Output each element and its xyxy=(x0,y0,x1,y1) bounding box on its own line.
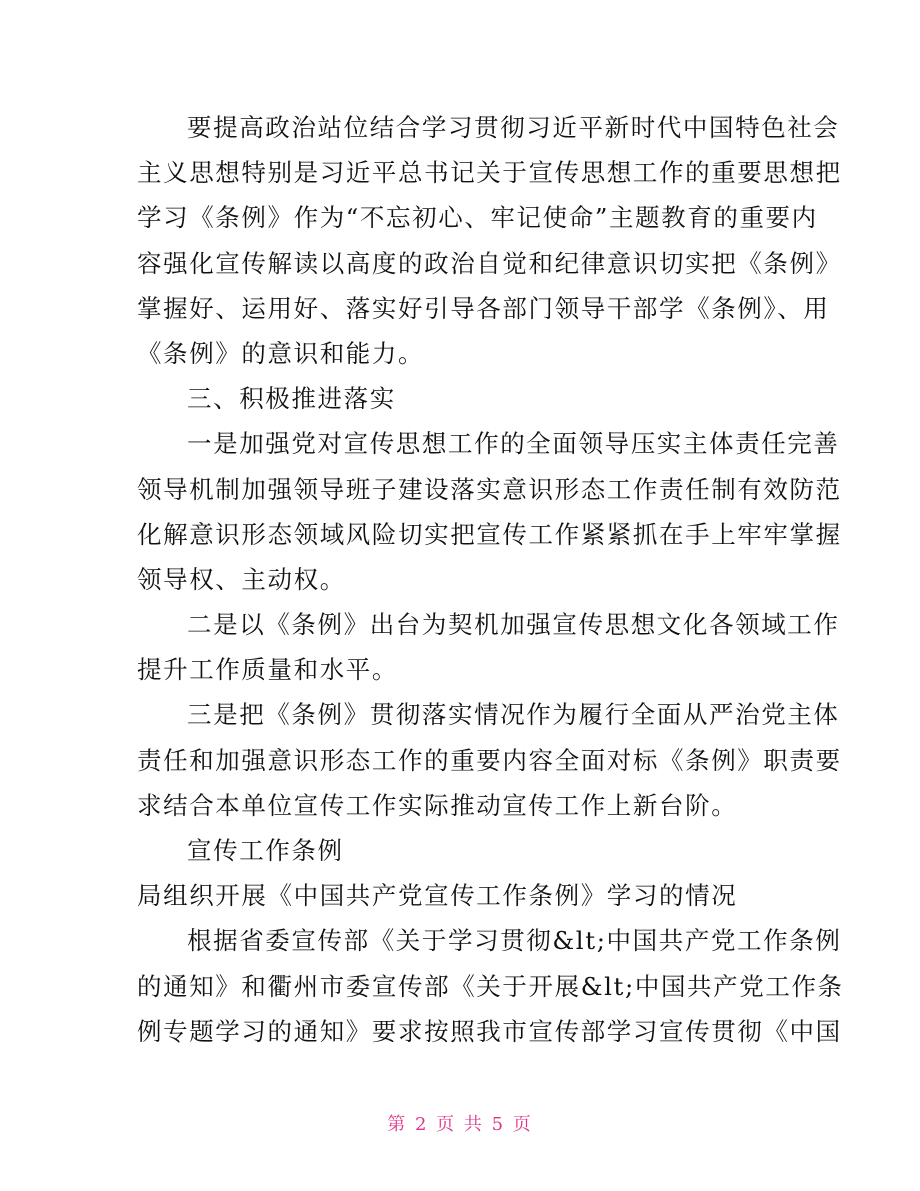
text-line: 责任和加强意识形态工作的重要内容全面对标《条例》职责要 xyxy=(137,745,842,775)
text-line: 要提高政治站位结合学习贯彻习近平新时代中国特色社会 xyxy=(187,113,840,142)
text-line: 三、积极推进落实 xyxy=(187,384,396,414)
text-line: 化解意识形态领域风险切实把宣传工作紧紧抓在手上牢牢掌握 xyxy=(137,519,842,549)
text-line: 提升工作质量和水平。 xyxy=(137,655,398,685)
text-line: 《条例》的意识和能力。 xyxy=(137,338,425,368)
text-line: 局组织开展《中国共产党宣传工作条例》学习的情况 xyxy=(137,881,738,911)
text-line: 三是把《条例》贯彻落实情况作为履行全面从严治党主体 xyxy=(187,700,840,730)
page-number-footer: 第 2 页 共 5 页 xyxy=(387,1114,533,1135)
text-line: 根据省委宣传部《关于学习贯彻&lt;中国共产党工作条例 xyxy=(187,926,842,956)
text-line: 主义思想特别是习近平总书记关于宣传思想工作的重要思想把 xyxy=(137,158,842,188)
text-line: 宣传工作条例 xyxy=(187,836,344,865)
text-line: 例专题学习的通知》要求按照我市宣传部学习宣传贯彻《中国 xyxy=(137,1016,842,1046)
text-line: 一是加强党对宣传思想工作的全面领导压实主体责任完善 xyxy=(187,429,840,459)
text-line: 掌握好、运用好、落实好引导各部门领导干部学《条例》、用 xyxy=(137,293,830,323)
document-body xyxy=(137,105,844,1054)
text-line: 的通知》和衢州市委宣传部《关于开展&lt;中国共产党工作条 xyxy=(137,971,844,1001)
text-line: 求结合本单位宣传工作实际推动宣传工作上新台阶。 xyxy=(137,790,738,820)
text-line: 学习《条例》作为“不忘初心、牢记使命”主题教育的重要内 xyxy=(137,203,818,233)
text-line: 二是以《条例》出台为契机加强宣传思想文化各领域工作 xyxy=(187,610,840,640)
text-line: 领导权、主动权。 xyxy=(137,564,346,594)
text-line: 容强化宣传解读以高度的政治自觉和纪律意识切实把《条例》 xyxy=(137,248,842,278)
text-line: 领导机制加强领导班子建设落实意识形态工作责任制有效防范 xyxy=(137,474,842,504)
